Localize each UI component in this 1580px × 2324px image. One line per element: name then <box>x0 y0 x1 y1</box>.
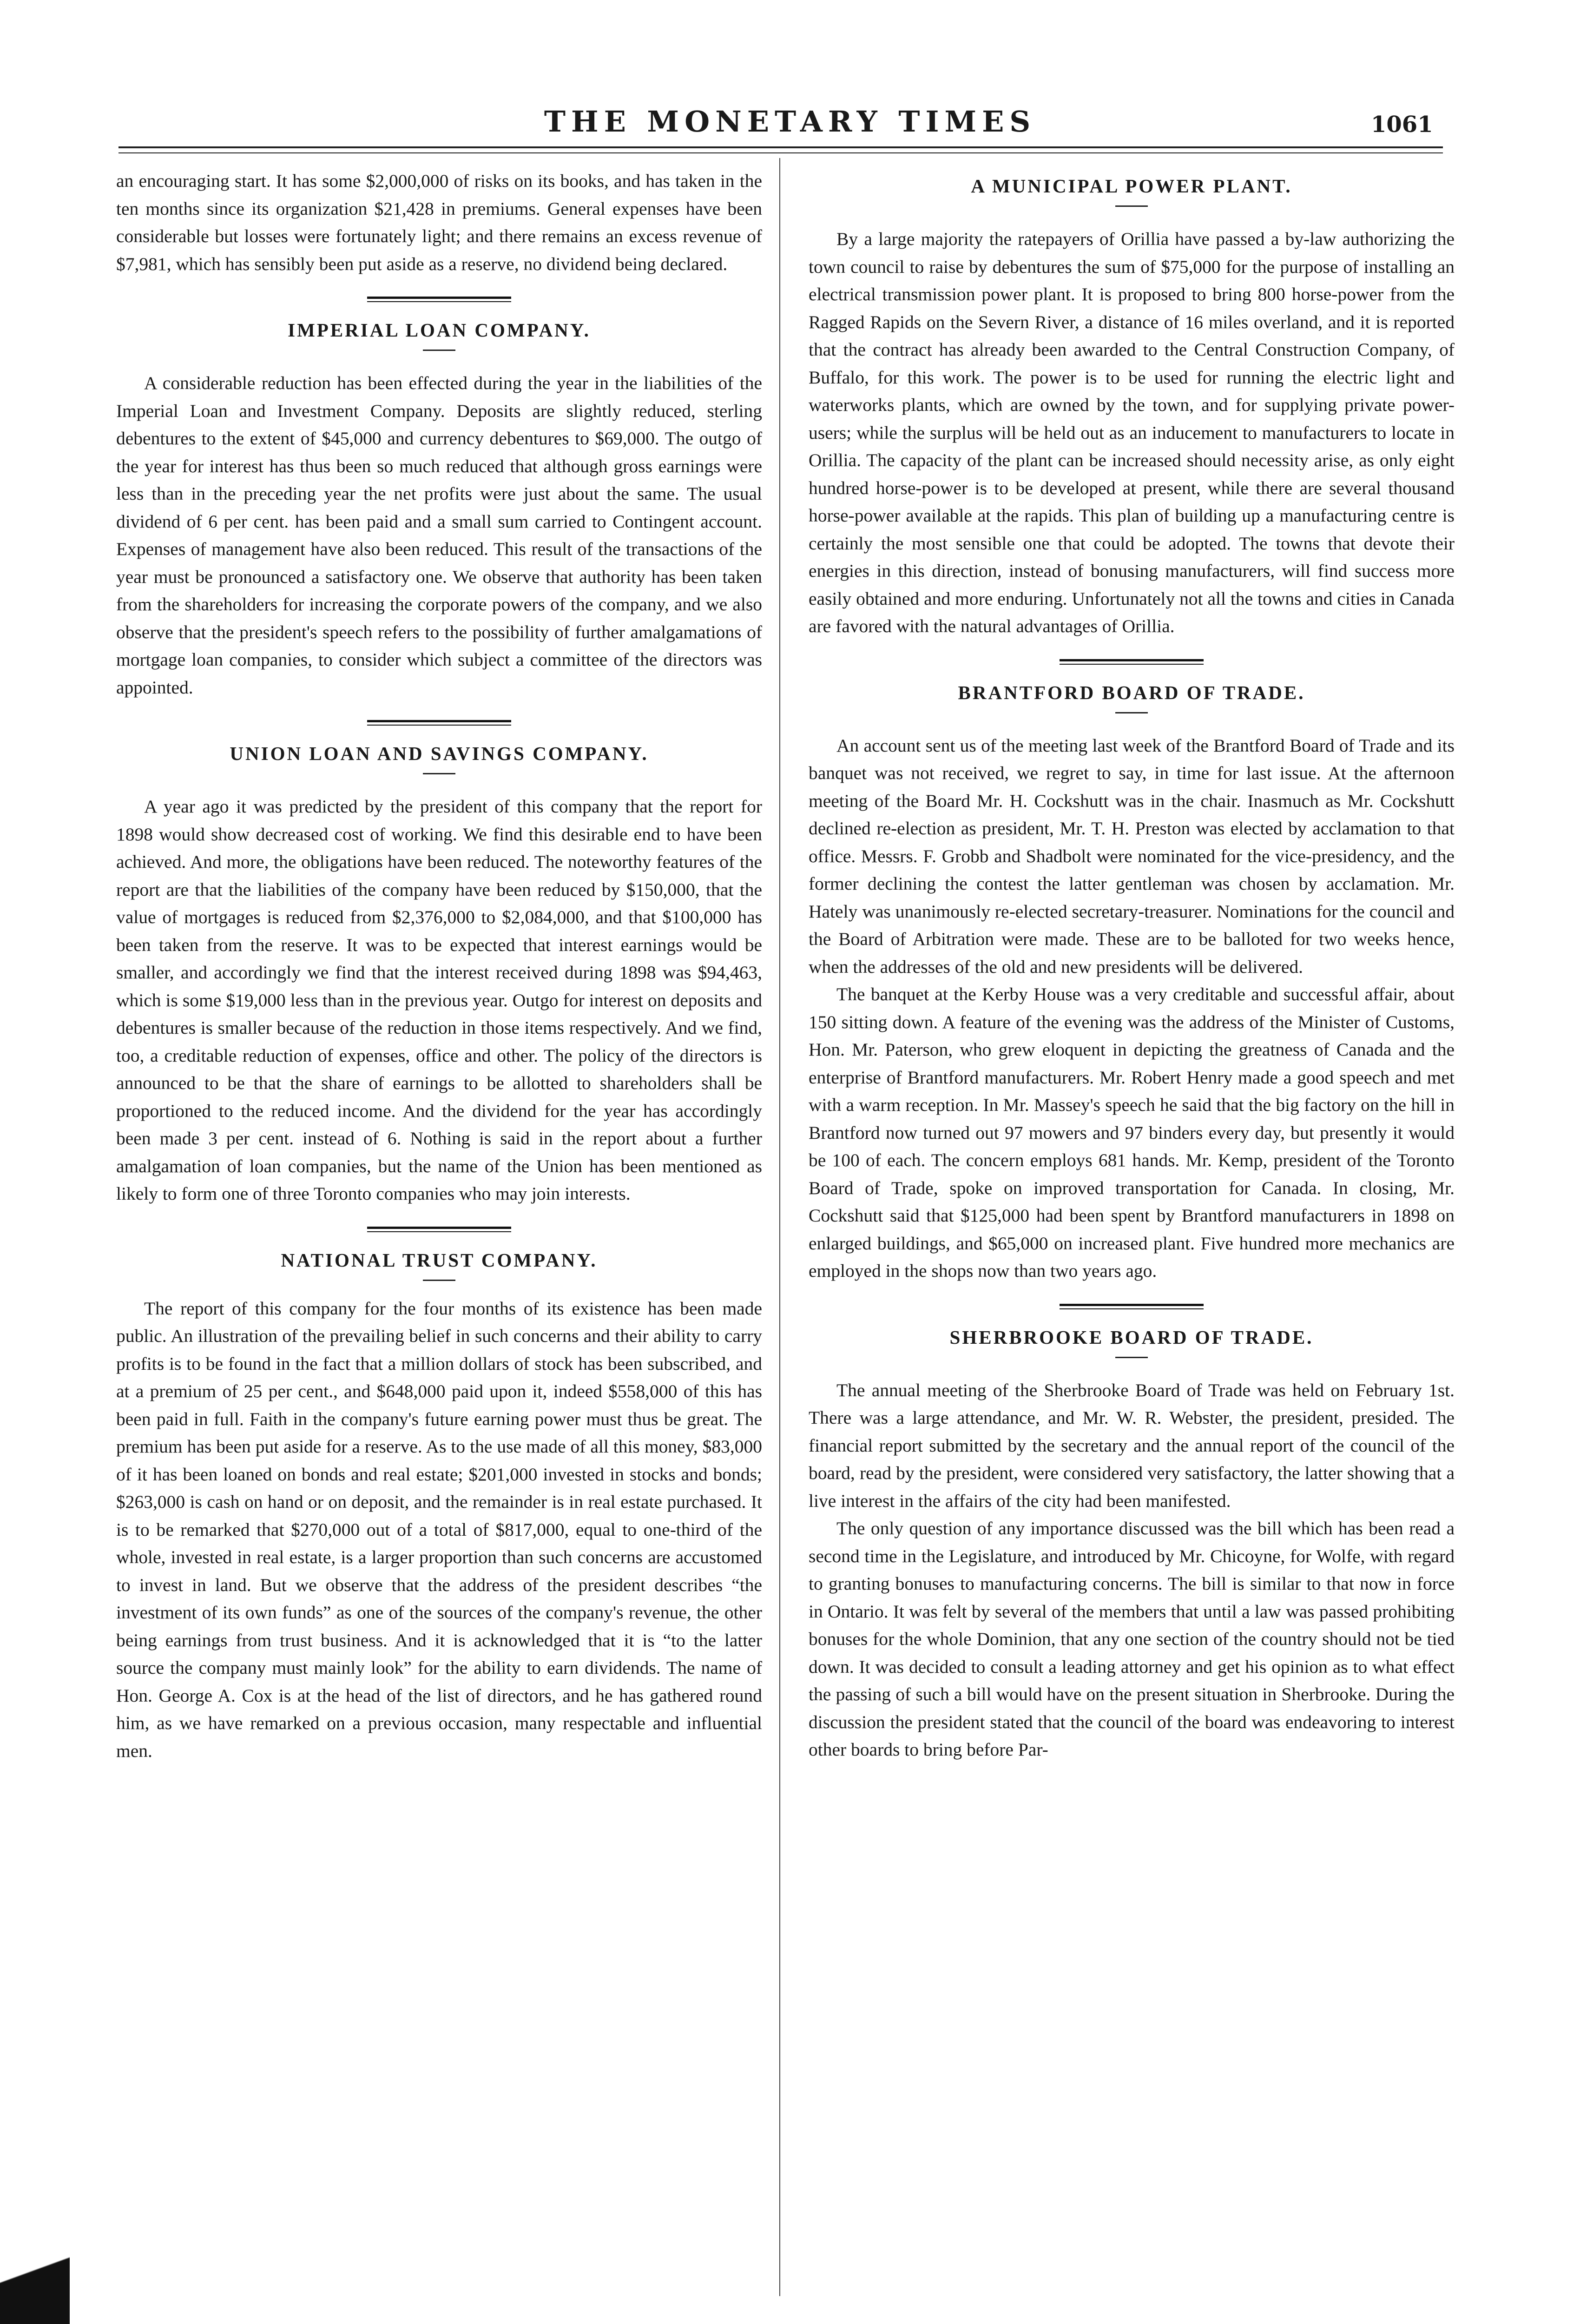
section-divider <box>1060 659 1204 665</box>
intro-paragraph: an encouraging start. It has some $2,000,000 of risks on its books, and has taken in the ten months since its organization $21,428 in premiums. General expenses have been considerable but losses were fortunately light; and there remains an excess revenue of $7,981, which has sensibly been put aside as a reserve, no dividend being declared. <box>116 171 762 274</box>
sherbrooke-body-1: The annual meeting of the Sherbrooke Board of Trade was held on February 1st. There was a large attendance, and Mr. W. R. Webster, the president, presided. The financial report submitted by the secretary and the annual report of the council of the board, read by the president, were considered very satisfactory, the latter showing that a live interest in the affairs of the city had been manifested. <box>809 1380 1455 1511</box>
imperial-body: A considerable reduction has been effected during the year in the liabilities of the Imperial Loan and Investment Company. Deposits are slightly reduced, sterling debentures to the extent of $45,000 and currency debentures to $69,000. The outgo of the year for interest has thus been so much reduced that although gross earnings were less than in the preceding year the net profits were just about the same. The usual dividend of 6 per cent. has been paid and a small sum carried to Contingent account. Expenses of management have also been reduced. This result of the transactions of the year must be pronounced a satisfactory one. We observe that authority has been taken from the shareholders for increasing the corporate powers of the company, and we also observe that the president's speech refers to the possibility of further amalgamations of mortgage loan companies, to consider which subject a committee of the directors was appointed. <box>116 373 762 698</box>
sherbrooke-body-2: The only question of any importance discussed was the bill which has been read a second time in the Legislature, and introduced by Mr. Chicoyne, for Wolfe, with regard to granting bonuses to manufacturing concerns. The bill is similar to that now in force in Ontario. It was felt by several of the members that until a law was passed prohibiting bonuses for the whole Dominion, that any one section of the country should not be tied down. It was decided to consult a leading attorney and get his opinion as to what effect the passing of such a bill would have on the present situation in Sherbrooke. During the discussion the president stated that the council of the board was endeavoring to interest other boards to bring before Par- <box>809 1518 1455 1760</box>
masthead-title: THE MONETARY TIMES <box>544 105 1036 139</box>
sherbrooke-heading: SHERBROOKE BOARD OF TRADE. <box>949 1326 1314 1348</box>
header-rule-thin <box>118 152 1443 153</box>
page-number: 1061 <box>1371 112 1433 138</box>
right-column <box>809 167 1455 1764</box>
brantford-heading: BRANTFORD BOARD OF TRADE. <box>958 681 1305 703</box>
header-rule <box>118 146 1443 148</box>
section-divider <box>367 297 511 302</box>
union-heading: UNION LOAN AND SAVINGS COMPANY. <box>230 743 649 764</box>
scan-edge-shadow <box>0 2226 70 2324</box>
section-divider <box>1060 1304 1204 1309</box>
national-heading: NATIONAL TRUST COMPANY. <box>281 1249 598 1271</box>
column-divider <box>779 158 780 2296</box>
union-body: A year ago it was predicted by the president of this company that the report for 1898 would show decreased cost of working. We find this desirable end to have been achieved. And more, the obligations have been reduced. The noteworthy features of the report are that the liabilities of the company have been reduced by $150,000, that the value of mortgages is reduced from $2,376,000 to $2,084,000, and that $100,000 has been taken from the reserve. It was to be expected that interest earnings would be smaller, and accordingly we find that the interest received during 1898 was $94,463, which is some $19,000 less than in the previous year. Outgo for interest on deposits and debentures is smaller because of the reduction in those items respectively. And we find, too, a creditable reduction of expenses, office and other. The policy of the directors is announced to be that the share of earnings to be allotted to shareholders shall be proportioned to the reduced income. And the dividend for the year has accordingly been made 3 per cent. instead of 6. Nothing is said in the report about a further amalgamation of loan companies, but the name of the Union has been mentioned as likely to form one of three Toronto companies who may join interests. <box>116 796 762 1204</box>
municipal-body: By a large majority the ratepayers of Orillia have passed a by-law authorizing the town council to raise by debentures the sum of $75,000 for the purpose of installing an electrical transmission power plant. It is proposed to bring 800 horse-power from the Ragged Rapids on the Severn River, a distance of 16 miles overland, and it is reported that the contract has already been awarded to the Central Construction Company, of Buffalo, for this work. The power is to be used for running the electric light and waterworks plants, which are owned by the town, and for supplying private power-users; while the surplus will be held out as an inducement to manufacturers to locate in Orillia. The capacity of the plant can be increased should necessity arise, as only eight hundred horse-power is to be developed at present, while there are several thousand horse-power available at the rapids. This plan of building up a manufacturing centre is certainly the most sensible one that could be adopted. The towns that devote their energies in this direction, instead of bonusing manufacturers, will find success more easily obtained and more enduring. Unfortunately not all the towns and cities in Canada are favored with the natural advantages of Orillia. <box>809 229 1455 636</box>
imperial-heading: IMPERIAL LOAN COMPANY. <box>288 319 591 341</box>
section-divider <box>367 720 511 726</box>
brantford-body-2: The banquet at the Kerby House was a very creditable and successful affair, about 150 sitting down. A feature of the evening was the address of the Minister of Customs, Hon. Mr. Paterson, who grew eloquent in depicting the greatness of Canada and the enterprise of Brantford manufacturers. Mr. Robert Henry made a good speech and met with a warm reception. In Mr. Massey's speech he said that the big factory on the hill in Brantford now turned out 97 mowers and 97 binders every day, but presently it would be 100 of each. The concern employs 681 hands. Mr. Kemp, president of the Toronto Board of Trade, spoke on improved transportation for Canada. In closing, Mr. Cockshutt said that $125,000 had been spent by Brantford manufacturers in 1898 on enlarged buildings, and $65,000 on increased plant. Five hundred more mechanics are employed in the shops now than two years ago. <box>809 984 1455 1281</box>
left-column <box>116 167 762 1765</box>
national-body: The report of this company for the four months of its existence has been made public. An illustration of the prevailing belief in such concerns and their ability to carry profits is to be found in the fact that a million dollars of stock has been subscribed, and at a premium of 25 per cent., and $648,000 paid upon it, indeed $558,000 of this has been paid in full. Faith in the company's future earning power must thus be great. The premium has been put aside for a reserve. As to the use made of all this money, $83,000 of it has been loaned on bonds and real estate; $201,000 invested in stocks and bonds; $263,000 is cash on hand or on deposit, and the remainder is in real estate purchased. It is to be remarked that $270,000 out of a total of $817,000, equal to one-third of the whole, invested in real estate, is a larger proportion than such concerns are accustomed to invest in land. But we observe that the address of the president describes “the investment of its own funds” as one of the sources of the company's revenue, the other being earnings from trust business. And it is acknowledged that it is “to the latter source the company must mainly look” for the ability to earn dividends. The name of Hon. George A. Cox is at the head of the list of directors, and he has gathered round him, as we have remarked on a previous occasion, many respectable and influential men. <box>116 1298 762 1761</box>
municipal-heading: A MUNICIPAL POWER PLANT. <box>971 175 1292 197</box>
section-divider <box>367 1227 511 1232</box>
brantford-body-1: An account sent us of the meeting last week of the Brantford Board of Trade and its banquet was not received, we regret to say, in time for last issue. At the afternoon meeting of the Board Mr. H. Cockshutt was in the chair. Inasmuch as Mr. Cockshutt declined re-election as president, Mr. T. H. Preston was elected by acclamation to that office. Messrs. F. Grobb and Shadbolt were nominated for the vice-presidency, and the former declining the contest the latter gentleman was chosen by acclamation. Mr. Hately was unanimously re-elected secretary-treasurer. Nominations for the council and the Board of Arbitration were made. These are to be balloted for two weeks hence, when the addresses of the old and new presidents will be delivered. <box>809 735 1455 977</box>
